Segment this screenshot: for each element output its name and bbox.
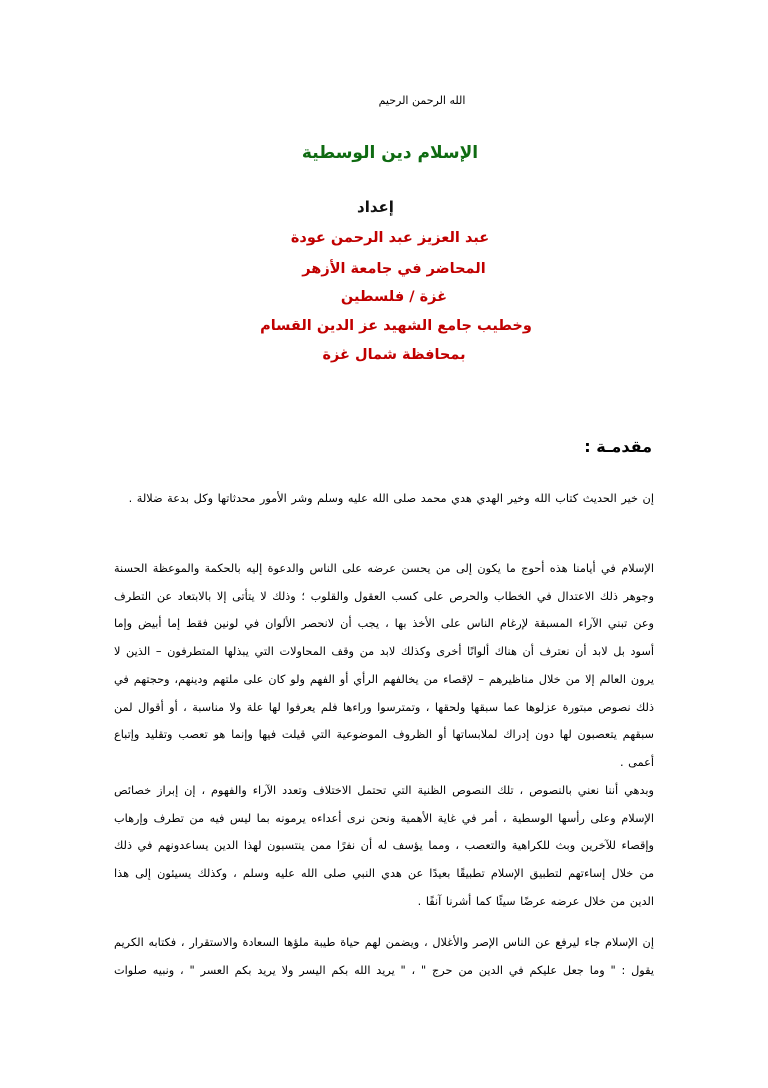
paragraph-3: وبدهي أننا نعني بالنصوص ، تلك النصوص الظنية التي تحتمل الاختلاف وتعدد الآراء والفهوم ، إن إبراز خصائص الإسلام وعلى رأسها الوسطية ، أمر في غاية الأهمية ونحن نرى أعداءه يرمونه بما ليس فيه من تطرف وإرهاب وإقصاء للآخرين وبث للكراهية والتعصب ، ومما يؤسف له أن نفرًا ممن ينتسبون لهذا الدين يساعدونهم في ذلك من خلال إساءتهم لتطبيق الإسلام تطبيقًا بعيدًا عن هدي النبي صلى الله عليه وسلم ، وكذلك يسيئون إلى هذا الدين من خلال عرضه عرضًا سيئًا كما أشرنا آنفًا . bbox=[114, 784, 654, 908]
author-mosque: وخطيب جامع الشهيد عز الدين القسام bbox=[260, 318, 532, 334]
author-name: عبد العزيز عبد الرحمن عودة bbox=[290, 230, 490, 246]
basmala: الله الرحمن الرحيم bbox=[378, 94, 466, 107]
page-title: الإسلام دين الوسطية bbox=[301, 143, 479, 163]
paragraph-4: إن الإسلام جاء ليرفع عن الناس الإصر والأغلال ، ويضمن لهم حياة طيبة ملؤها السعادة والاستقرار ، فكتابه الكريم يقول : " وما جعل عليكم في الدين من حرج " ، " يريد الله بكم اليسر ولا يريد بكم العسر " ، ونبيه صلوات bbox=[114, 936, 654, 977]
paragraph-2: الإسلام في أيامنا هذه أحوج ما يكون إلى من يحسن عرضه على الناس والدعوة إليه بالحكمة والموعظة الحسنة وجوهر ذلك الاعتدال في الخطاب والحرص على كسب العقول والقلوب ؛ وذلك لا يتأتى إلا بالابتعاد عن التطرف وعن تبني الآراء المسبقة لإرغام الناس على الأخذ بها ، يجب أن لانحصر الألوان في لونين فقط إما أبيض وإما أسود بل لابد أن نعترف أن هناك ألوانًا أخرى وكذلك لابد من وقف المحاولات التي يبذلها المتطرفون – الذين لا يرون العالم إلا من خلال مناظيرهم – لإقصاء من يخالفهم الرأي أو الفهم ولو كان على ملتهم ودينهم، وحجتهم في ذلك نصوص مبتورة عزلوها عما سبقها ولحقها ، وتمترسوا وراءها فلم يعرفوا لها علة ولا مناسبة ، أو أقوال لمن سبقهم يتعصبون لها دون إدراك لملابساتها أو الظروف الموضوعية التي قيلت فيها وإنما هو تعصب وتقليد وإتباع أعمى . bbox=[114, 562, 654, 769]
prepared-by-label: إعداد bbox=[357, 198, 394, 216]
author-location: غزة / فلسطين bbox=[340, 289, 448, 305]
author-position: المحاضر في جامعة الأزهر bbox=[302, 261, 486, 277]
paragraph-1: إن خير الحديث كتاب الله وخير الهدي هدي محمد صلى الله عليه وسلم وشر الأمور محدثاتها وكل بدعة ضلالة . bbox=[128, 492, 654, 505]
author-governorate: بمحافظة شمال غزة bbox=[322, 347, 466, 363]
intro-heading: مقدمـة : bbox=[584, 437, 652, 456]
